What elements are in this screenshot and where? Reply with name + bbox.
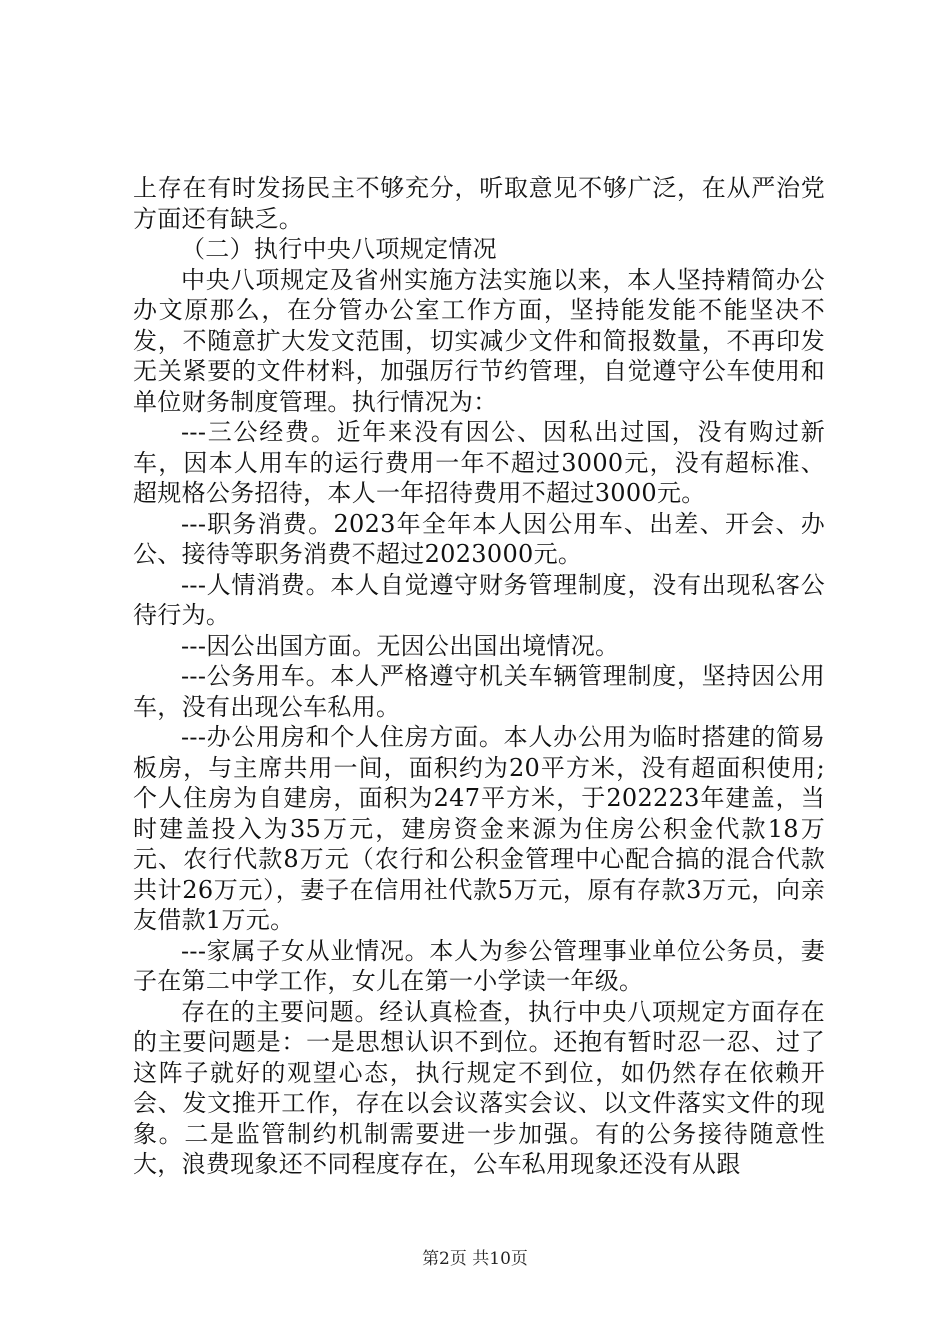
paragraph-zhiwu: ---职务消费。2023年全年本人因公用车、出差、开会、办公、接待等职务消费不超过2023000元。: [133, 509, 825, 568]
paragraph-wenti: 存在的主要问题。经认真检查，执行中央八项规定方面存在的主要问题是：一是思想认识不到位。还抱有暂时忍一忍、过了这阵子就好的观望心态，执行规定不到位，如仍然存在依赖开会、发文推开工作，存在以会议落实会议、以文件落实文件的现象。二是监管制约机制需要进一步加强。有的公务接待随意性大，浪费现象还不同程度存在，公车私用现象还没有从跟: [133, 997, 825, 1178]
paragraph-zhufang: ---办公用房和个人住房方面。本人办公用为临时搭建的简易板房，与主席共用一间，面积约为20平方米，没有超面积使用;个人住房为自建房，面积为247平方米，于202223年建盖，当时建盖投入为35万元，建房资金来源为住房公积金代款18万元、农行代款8万元（农行和公积金管理中心配合搞的混合代款共计26万元），妻子在信用社代款5万元，原有存款3万元，向亲友借款1万元。: [133, 723, 825, 934]
paragraph-gongche: ---公务用车。本人严格遵守机关车辆管理制度，坚持因公用车，没有出现公车私用。: [133, 662, 825, 721]
paragraph-continued: 上存在有时发扬民主不够充分，听取意见不够广泛，在从严治党方面还有缺乏。: [133, 174, 825, 233]
paragraph-intro: 中央八项规定及省州实施方法实施以来，本人坚持精简办公办文原那么，在分管办公室工作方面，坚持能发能不能坚决不发，不随意扩大发文范围，切实减少文件和简报数量，不再印发无关紧要的文件材料，加强厉行节约管理，自觉遵守公车使用和单位财务制度管理。执行情况为：: [133, 265, 825, 416]
document-body: [133, 173, 825, 1180]
page-footer: 第2页 共10页: [422, 1249, 528, 1269]
paragraph-renqing: ---人情消费。本人自觉遵守财务管理制度，没有出现私客公待行为。: [133, 570, 825, 629]
paragraph-jiashu: ---家属子女从业情况。本人为参公管理事业单位公务员，妻子在第二中学工作，女儿在第一小学读一年级。: [133, 936, 825, 995]
paragraph-sangong: ---三公经费。近年来没有因公、因私出过国，没有购过新车，因本人用车的运行费用一年不超过3000元，没有超标准、超规格公务招待，本人一年招待费用不超过3000元。: [133, 418, 825, 507]
section-heading: （二）执行中央八项规定情况: [181, 235, 497, 263]
paragraph-chuguo: ---因公出国方面。无因公出国出境情况。: [181, 631, 620, 660]
